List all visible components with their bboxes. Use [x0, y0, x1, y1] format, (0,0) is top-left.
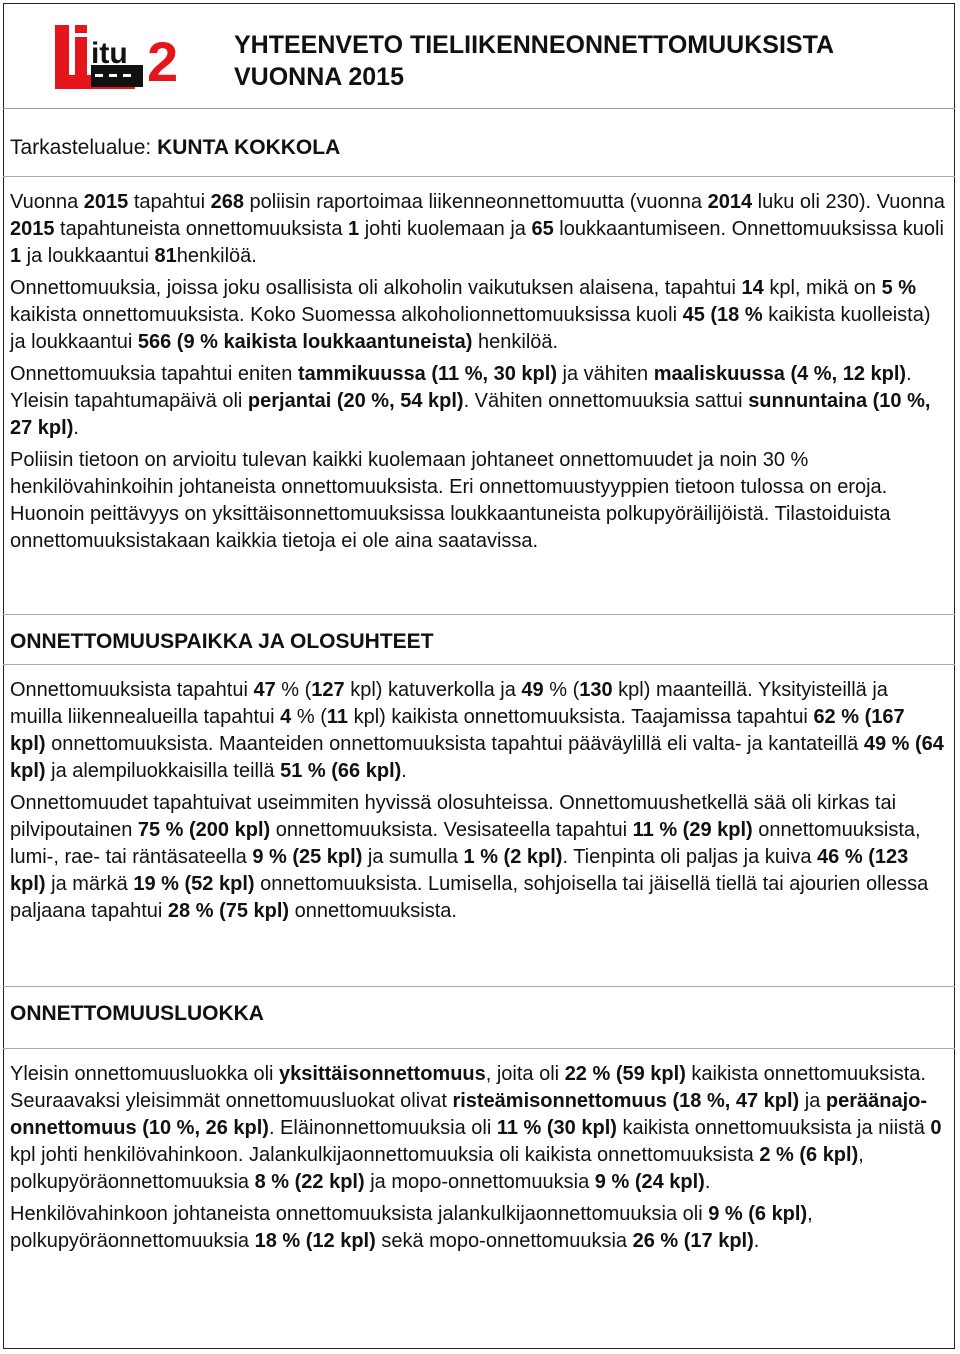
bold-text: 1 — [10, 245, 22, 267]
text-run: kpl johti henkilövahinkoon. Jalankulkijaonnettomuuksia oli kaikista onnettomuuksista — [10, 1144, 760, 1166]
text-run: Onnettomuudet tapahtuivat useimmiten hyvissä olosuhteissa. Onnettomuushetkellä sää oli kirkas tai pilvipoutainen — [10, 792, 897, 841]
bold-text: perjantai (20 %, 54 kpl) — [247, 390, 464, 412]
text-run: sekä mopo-onnettomuuksia — [375, 1230, 633, 1252]
text-run: poliisin raportoimaa liikenneonnettomuutta (vuonna — [243, 191, 708, 213]
bold-text: 11 — [326, 706, 349, 728]
divider — [3, 664, 955, 665]
divider — [3, 986, 955, 987]
place-paragraph-1 — [10, 677, 945, 785]
bold-text: 81 — [154, 245, 177, 267]
text-run: johti kuolemaan ja — [359, 218, 532, 240]
text-run: tapahtuneista onnettomuuksista — [54, 218, 349, 240]
bold-text: 28 % (75 kpl) — [167, 900, 290, 922]
svg-text:2: 2 — [147, 30, 179, 93]
bold-text: 2015 — [10, 218, 55, 240]
bold-text: 5 % — [881, 277, 917, 299]
section-heading-class: ONNETTOMUUSLUOKKA — [10, 1002, 264, 1025]
text-run: . — [401, 760, 407, 782]
text-run: kpl) katuverkolla ja — [344, 679, 522, 701]
text-run: , polkupyöräonnettomuuksia — [10, 1144, 864, 1193]
text-run: Poliisin tietoon on arvioitu tulevan kaikki kuolemaan johtaneet onnettomuudet ja noin 30 % henkilövahinkoihin johtaneista onnettomuuksista. Eri onnettomuustyyppien tietoon tulossa on eroja. Huonoin peittävyys on yksittäisonnettomuuksissa loukkaantuneista polkupyöräilijöistä. Tilastoiduista onnettomuuksistakaan kaikkia tietoja ei ole aina saatavissa. — [10, 449, 891, 552]
text-run: kaikista onnettomuuksista. Koko Suomessa alkoholionnettomuuksissa kuoli — [10, 304, 683, 326]
bold-text: risteämisonnettomuus (18 %, 47 kpl) — [452, 1090, 800, 1112]
place-paragraph-2 — [10, 790, 945, 925]
svg-text:itu: itu — [91, 37, 128, 70]
bold-text: maaliskuussa (4 %, 12 kpl) — [653, 363, 907, 385]
text-run: ja mopo-onnettomuuksia — [364, 1171, 595, 1193]
page-title: YHTEENVETO TIELIIKENNEONNETTOMUUKSISTA VUONNA 2015 — [234, 31, 834, 91]
text-run: Onnettomuuksia tapahtui eniten — [10, 363, 298, 385]
bold-text: peräänajo-onnettomuus (10 %, 26 kpl) — [10, 1090, 928, 1139]
bold-text: 46 % (123 kpl) — [10, 846, 909, 895]
text-run: % ( — [275, 679, 312, 701]
section-heading-place: ONNETTOMUUSPAIKKA JA OLOSUHTEET — [10, 630, 434, 653]
text-run: onnettomuuksista. Vesisateella tapahtui — [270, 819, 633, 841]
text-run: % ( — [291, 706, 327, 728]
class-section — [10, 1061, 945, 1255]
text-run: . Tienpinta oli paljas ja kuiva — [562, 846, 818, 868]
area-line — [10, 134, 945, 161]
text-run: kaikista kuolleista) ja loukkaantui — [10, 304, 931, 353]
text-run: ). Vuonna — [858, 191, 945, 213]
text-run: Onnettomuuksia, joissa joku osallisista oli alkoholin vaikutuksen alaisena, tapahtui — [10, 277, 742, 299]
bold-text: 2014 — [707, 191, 753, 213]
divider — [3, 1048, 955, 1049]
intro-paragraph-1 — [10, 189, 945, 270]
text-run: kaikista onnettomuuksista. Seuraavaksi yleisimmät onnettomuusluokat olivat — [10, 1063, 926, 1112]
text-run: , joita oli — [485, 1063, 565, 1085]
intro-paragraph-4 — [10, 447, 945, 555]
bold-text: 11 % (29 kpl) — [632, 819, 753, 841]
bold-text: 130 — [579, 679, 613, 701]
bold-text: 127 — [311, 679, 345, 701]
bold-text: 1 — [348, 218, 360, 240]
text-run: . — [753, 1230, 760, 1252]
text-run: . Yleisin tapahtumapäivä oli — [10, 363, 912, 412]
text-run: ja märkä — [45, 873, 134, 895]
bold-text: 51 % (66 kpl) — [280, 760, 402, 782]
text-run: kpl) maanteillä. Yksityisteillä ja muilla liikennealueilla tapahtui — [10, 679, 888, 728]
text-run: kaikista onnettomuuksista ja niistä — [616, 1117, 931, 1139]
bold-text: 566 (9 % kaikista loukkaantuneista) — [137, 331, 473, 353]
divider — [3, 614, 955, 615]
bold-text: 49 % (64 kpl) — [10, 733, 944, 782]
text-run: . Eläinonnettomuuksia oli — [268, 1117, 497, 1139]
bold-text: 75 % (200 kpl) — [137, 819, 271, 841]
text-run: loukkaantumiseen. Onnettomuuksissa kuoli — [553, 218, 944, 240]
bold-text: 268 — [210, 191, 244, 213]
text-run: Yleisin onnettomuusluokka oli — [10, 1063, 280, 1085]
text-run: Onnettomuuksista tapahtui — [10, 679, 254, 701]
divider — [3, 176, 955, 177]
text-run: 230 — [825, 191, 859, 213]
text-run: % ( — [543, 679, 580, 701]
text-run: henkilöä. — [176, 245, 257, 267]
text-run: kpl, mikä on — [763, 277, 882, 299]
text-run: ja vähiten — [556, 363, 654, 385]
intro-section — [10, 189, 945, 555]
bold-text: yksittäisonnettomuus — [279, 1063, 486, 1085]
text-run: , polkupyöräonnettomuuksia — [10, 1203, 813, 1252]
bold-text: 62 % (167 kpl) — [10, 706, 905, 755]
bold-text: 14 — [741, 277, 764, 299]
bold-text: 65 — [531, 218, 554, 240]
text-run: kpl) kaikista onnettomuuksista. Taajamissa tapahtui — [348, 706, 814, 728]
bold-text: 45 (18 % — [682, 304, 763, 326]
liitu-logo — [51, 17, 191, 103]
text-run: onnettomuuksista. Lumisella, sohjoisella tai jäisellä tiellä tai ajourien ollessa paljaana tapahtui — [10, 873, 929, 922]
area-value: KUNTA KOKKOLA — [157, 136, 341, 159]
bold-text: 49 — [521, 679, 544, 701]
bold-text: 26 % (17 kpl) — [632, 1230, 754, 1252]
class-paragraph-2 — [10, 1201, 945, 1255]
bold-text: 0 — [930, 1117, 942, 1139]
bold-text: 11 % (30 kpl) — [496, 1117, 617, 1139]
header — [3, 3, 955, 109]
bold-text: tammikuussa (11 %, 30 kpl) — [297, 363, 557, 385]
text-run: onnettomuuksista. Maanteiden onnettomuuksista tapahtui pääväylillä eli valta- ja kantateillä — [45, 733, 864, 755]
text-run: ja alempiluokkaisilla teillä — [45, 760, 281, 782]
bold-text: 22 % (59 kpl) — [564, 1063, 686, 1085]
text-run: onnettomuuksista. — [289, 900, 457, 922]
bold-text: 47 — [253, 679, 276, 701]
bold-text: 4 — [280, 706, 292, 728]
text-run: ja sumulla — [362, 846, 464, 868]
bold-text: 8 % (22 kpl) — [254, 1171, 365, 1193]
bold-text: sunnuntaina (10 %, 27 kpl) — [10, 390, 931, 439]
bold-text: 1 % (2 kpl) — [463, 846, 563, 868]
bold-text: 9 % (25 kpl) — [252, 846, 363, 868]
text-run: Vuonna — [10, 191, 84, 213]
text-run: Henkilövahinkoon johtaneista onnettomuuksista jalankulkijaonnettomuuksia oli — [10, 1203, 709, 1225]
text-run: tapahtui — [128, 191, 211, 213]
text-run: henkilöä. — [472, 331, 559, 353]
bold-text: 9 % (24 kpl) — [594, 1171, 705, 1193]
intro-paragraph-3 — [10, 361, 945, 442]
place-section — [10, 677, 945, 925]
text-run: onnettomuuksista, lumi-, rae- tai räntäsateella — [10, 819, 921, 868]
bold-text: 18 % (12 kpl) — [254, 1230, 376, 1252]
bold-text: 2015 — [83, 191, 129, 213]
text-run: . — [73, 417, 79, 439]
bold-text: 2 % (6 kpl) — [759, 1144, 859, 1166]
area-label: Tarkastelualue: — [10, 136, 152, 159]
text-run: ja — [799, 1090, 826, 1112]
text-run: ja loukkaantui — [21, 245, 155, 267]
bold-text: 9 % (6 kpl) — [708, 1203, 808, 1225]
text-run: . Vähiten onnettomuuksia sattui — [463, 390, 749, 412]
text-run: luku oli — [752, 191, 826, 213]
bold-text: 19 % (52 kpl) — [133, 873, 255, 895]
class-paragraph-1 — [10, 1061, 945, 1196]
text-run: . — [704, 1171, 711, 1193]
intro-paragraph-2 — [10, 275, 945, 356]
